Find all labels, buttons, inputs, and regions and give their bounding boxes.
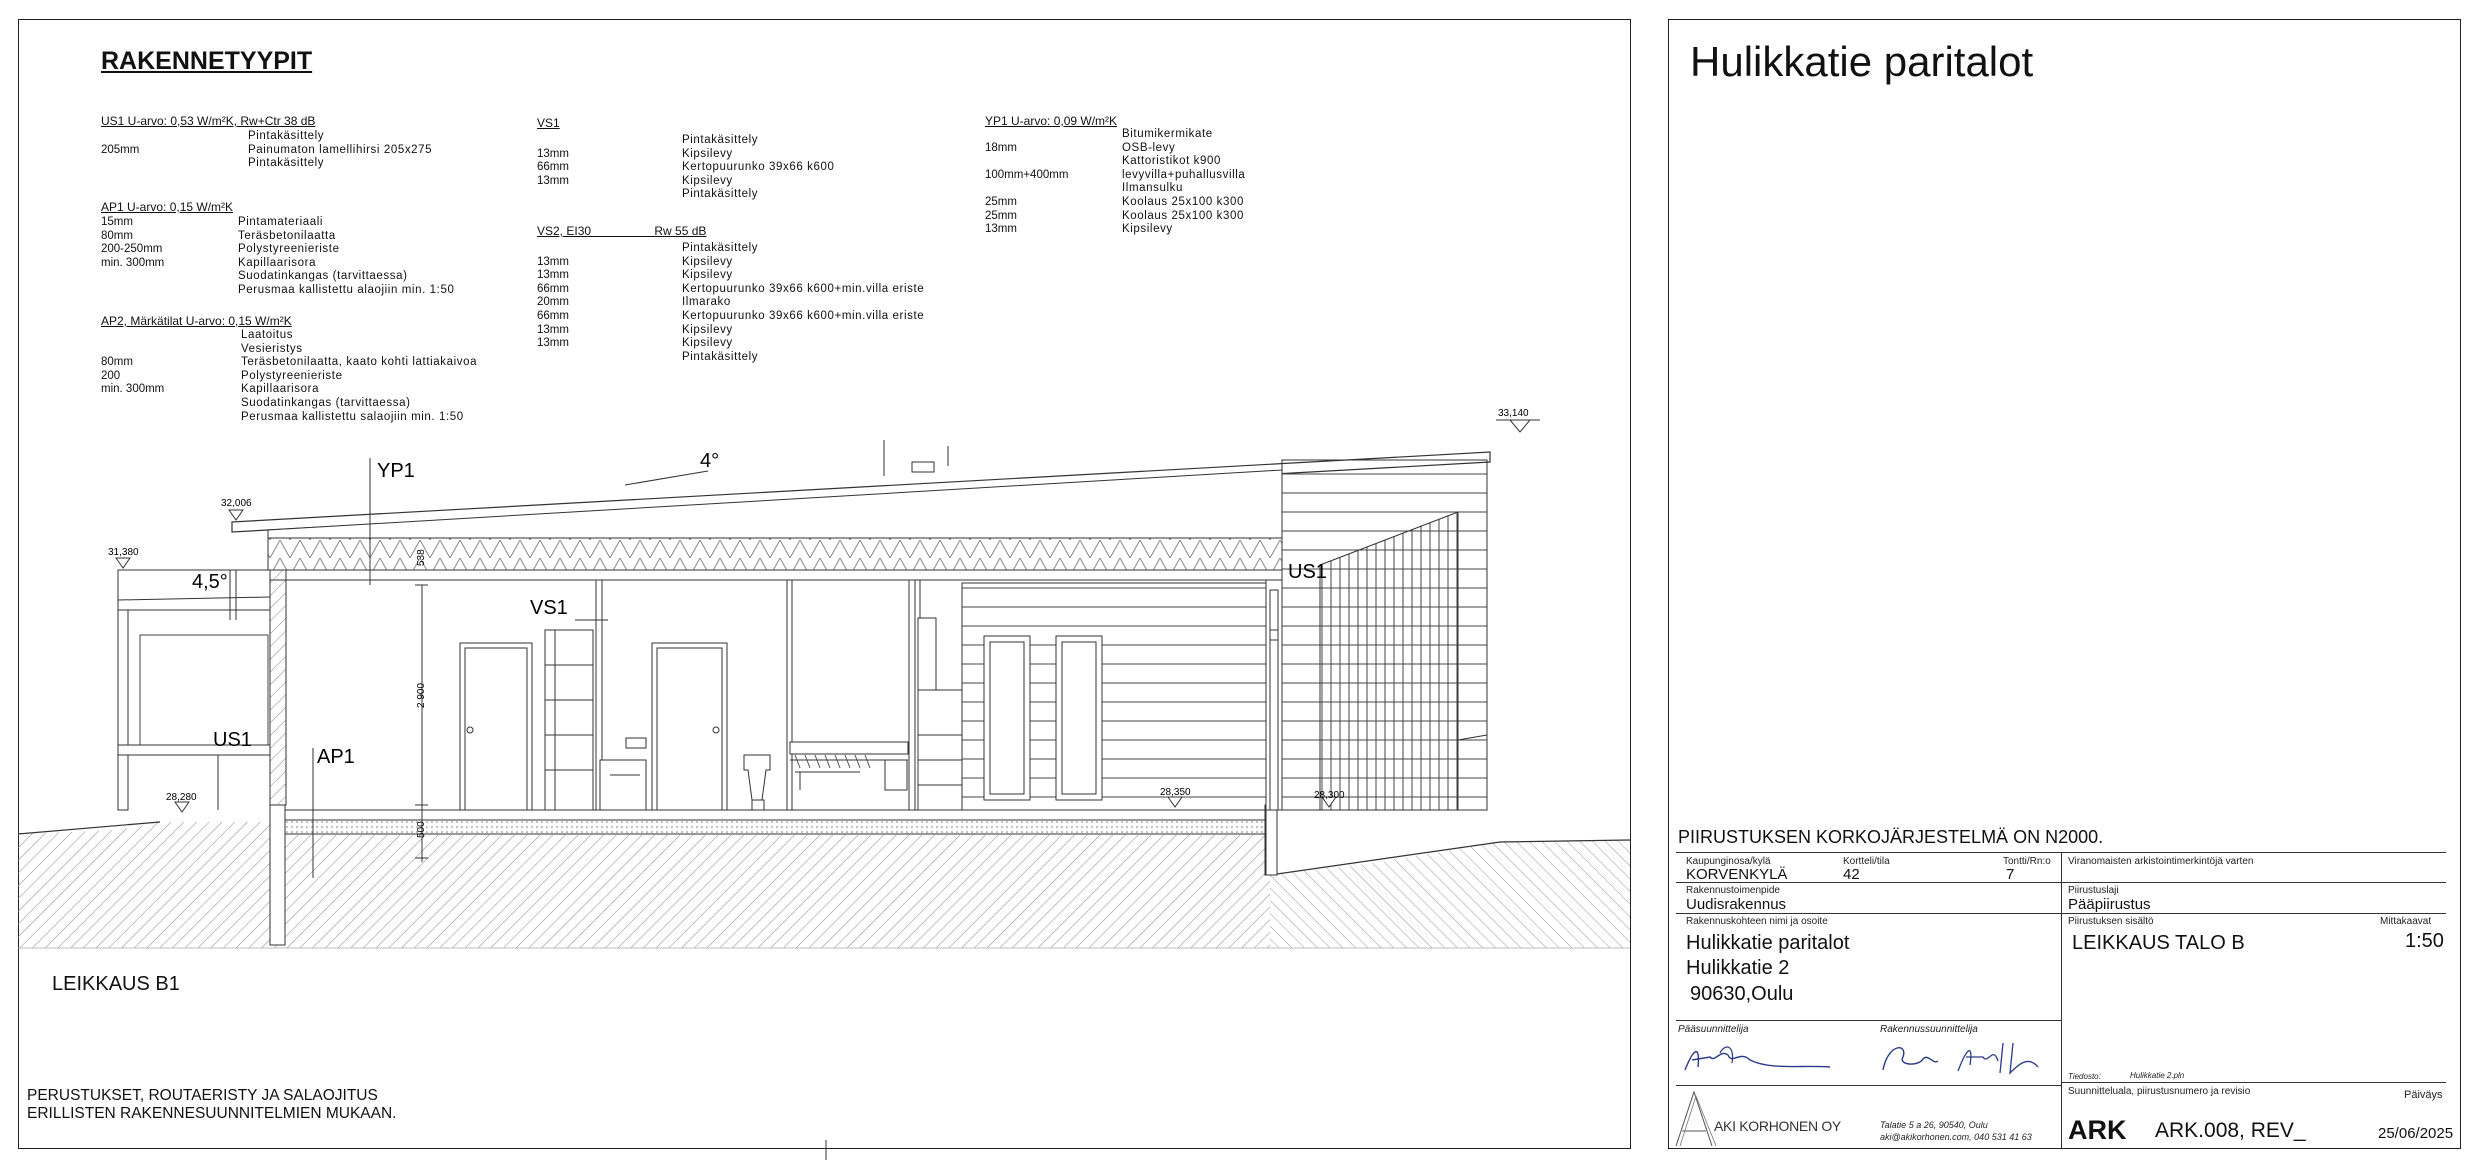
spec-material: Pintakäsittely	[682, 242, 759, 254]
spec-material: Kipsilevy	[682, 255, 733, 268]
spec-material: Kipsilevy	[682, 337, 733, 350]
spec-material: Kattoristikot k900	[1122, 155, 1222, 168]
spec-thickness: 200-250mm	[101, 243, 163, 256]
drawing-date: 25/06/2025	[2378, 1125, 2454, 1142]
lbl-measure: Rakennustoimenpide	[1686, 885, 1780, 896]
company-logo-text: AKI KORHONEN OY	[1714, 1118, 1841, 1134]
spec-material: Kipsilevy	[682, 147, 733, 160]
district: KORVENKYLÄ	[1686, 866, 1788, 883]
spec-material: Kipsilevy	[682, 269, 733, 282]
lbl-main-designer: Pääsuunnittelija	[1678, 1024, 1749, 1035]
spec-material: Vesieristys	[241, 342, 303, 355]
ground	[18, 822, 1630, 948]
level-31380: 31,380	[108, 547, 139, 558]
dim-2900: 2 900	[416, 682, 427, 708]
spec-material: Suodatinkangas (tarvittaessa)	[238, 270, 408, 283]
spec-thickness: 13mm	[537, 147, 569, 160]
drawing-content: LEIKKAUS TALO B	[2072, 932, 2245, 954]
section-name: LEIKKAUS B1	[52, 973, 180, 995]
lbl-date: Päiväys	[2404, 1089, 2443, 1101]
level-28300: 28,300	[1314, 790, 1345, 801]
spec-material: Koolaus 25x100 k300	[1122, 195, 1245, 208]
spec-us1-head: US1 U-arvo: 0,53 W/m²K, Rw+Ctr 38 dB	[101, 114, 316, 128]
spec-thickness: 13mm	[985, 223, 1017, 236]
spec-thickness: 80mm	[101, 229, 133, 242]
drawing-type: Pääpiirustus	[2068, 896, 2151, 913]
spec-material: Suodatinkangas (tarvittaessa)	[241, 396, 411, 409]
spec-material: Perusmaa kallistettu salaojiin min. 1:50	[241, 410, 464, 423]
lbl-content: Piirustuksen sisältö	[2068, 916, 2154, 927]
level-28350: 28,350	[1160, 787, 1191, 798]
level-28280: 28,280	[166, 792, 197, 803]
level-32006: 32,006	[221, 498, 252, 509]
target-street: Hulikkatie 2	[1686, 957, 1790, 979]
spec-material: Pintakäsittely	[248, 157, 325, 170]
spec-material: Pintakäsittely	[682, 350, 759, 363]
dim-538: 538	[416, 549, 427, 566]
project-title: Hulikkatie paritalot	[1690, 38, 2034, 85]
signature-building-designer	[1878, 1035, 2058, 1080]
lbl-building-designer: Rakennussuunnittelija	[1880, 1024, 1978, 1035]
lbl-authority: Viranomaisten arkistointimerkintöjä varten	[2068, 856, 2254, 867]
spec-thickness: 205mm	[101, 143, 140, 156]
lbl-file: Tiedosto:	[2068, 1072, 2101, 1081]
foundation-note-line1: PERUSTUKSET, ROUTAERISTY JA SALAOJITUS	[27, 1087, 378, 1104]
left-annex	[118, 570, 286, 810]
lbl-plot: Tontti/Rn:o	[2003, 856, 2051, 867]
spec-material: Koolaus 25x100 k300	[1122, 209, 1245, 222]
spec-thickness: 15mm	[101, 216, 133, 228]
spec-thickness: 18mm	[985, 141, 1017, 154]
spec-thickness: 66mm	[537, 282, 569, 295]
spec-vs2-head: VS2, EI30 Rw 55 dB	[537, 224, 707, 238]
spec-material: Bitumikermikate	[1122, 128, 1213, 140]
spec-thickness: min. 300mm	[101, 383, 165, 396]
label-vs1: VS1	[530, 597, 568, 619]
label-angle-4: 4°	[700, 450, 720, 472]
spec-material: levyvilla+puhallusvilla	[1122, 168, 1246, 181]
spec-material: Ilmansulku	[1122, 182, 1183, 195]
spec-material: Ilmarako	[682, 296, 731, 309]
spec-material: Pintakäsittely	[248, 130, 325, 142]
scale: 1:50	[2405, 930, 2444, 952]
spec-thickness: 13mm	[537, 174, 569, 187]
plot: 7	[2006, 866, 2015, 883]
spec-thickness: 13mm	[537, 337, 569, 350]
level-33140: 33,140	[1498, 408, 1529, 419]
lbl-type: Piirustuslaji	[2068, 885, 2119, 896]
spec-thickness: 20mm	[537, 296, 569, 309]
design-field: ARK	[2068, 1115, 2127, 1145]
spec-ap2-head: AP2, Märkätilat U-arvo: 0,15 W/m²K	[101, 314, 292, 328]
spec-thickness: 100mm+400mm	[985, 168, 1069, 181]
spec-material: Polystyreenieriste	[238, 243, 340, 256]
block: 42	[1843, 866, 1860, 883]
spec-material: Perusmaa kallistettu alaojiin min. 1:50	[238, 283, 455, 296]
spec-material: Kapillaarisora	[238, 256, 317, 269]
spec-material: Kipsilevy	[682, 174, 733, 187]
spec-ap1-head: AP1 U-arvo: 0,15 W/m²K	[101, 200, 234, 214]
spec-thickness: 13mm	[537, 323, 569, 336]
spec-thickness: 80mm	[101, 356, 133, 369]
spec-thickness: min. 300mm	[101, 256, 165, 269]
label-yp1: YP1	[377, 460, 415, 482]
spec-material: Pintamateriaali	[238, 216, 324, 228]
label-us1-left: US1	[213, 729, 252, 751]
drawing-number: ARK.008, REV_	[2155, 1119, 2306, 1142]
spec-material: Kipsilevy	[1122, 223, 1173, 236]
signature-main-designer	[1680, 1035, 1880, 1080]
measure: Uudisrakennus	[1686, 896, 1787, 913]
spec-material: Pintakäsittely	[682, 134, 759, 146]
spec-yp1-head: YP1 U-arvo: 0,09 W/m²K	[985, 114, 1118, 128]
lbl-district: Kaupunginosa/kylä	[1686, 856, 1771, 867]
spec-thickness: 66mm	[537, 161, 569, 174]
spec-material: OSB-levy	[1122, 141, 1176, 154]
label-angle-45: 4,5°	[192, 571, 228, 593]
spec-material: Painumaton lamellihirsi 205x275	[248, 143, 433, 156]
spec-material: Kertopuurunko 39x66 k600+min.villa eriste	[682, 309, 925, 322]
lbl-target: Rakennuskohteen nimi ja osoite	[1686, 916, 1828, 927]
label-ap1: AP1	[317, 746, 355, 768]
spec-thickness: 13mm	[537, 255, 569, 268]
spec-material: Kapillaarisora	[241, 383, 320, 396]
company-address-2: aki@akikorhonen.com, 040 531 41 63	[1880, 1132, 2032, 1142]
spec-material: Polystyreenieriste	[241, 369, 343, 382]
lbl-drawing-no: Suunnitteluala, piirustusnumero ja revisio	[2068, 1086, 2251, 1097]
company-address-1: Talatie 5 a 26, 90540, Oulu	[1880, 1120, 1988, 1130]
spec-material: Teräsbetonilaatta, kaato kohti lattiakaivoa	[241, 356, 478, 369]
spec-thickness: 25mm	[985, 195, 1017, 208]
spec-material: Teräsbetonilaatta	[238, 229, 336, 242]
spec-material: Kertopuurunko 39x66 k600+min.villa eriste	[682, 282, 925, 295]
spec-vs1-head: VS1	[537, 116, 560, 130]
structure-types-title: RAKENNETYYPIT	[101, 47, 313, 75]
spec-material: Kertopuurunko 39x66 k600	[682, 161, 835, 174]
label-us1-right: US1	[1288, 561, 1327, 583]
target-city: 90630,Oulu	[1690, 983, 1794, 1005]
spec-thickness: 66mm	[537, 309, 569, 322]
spec-thickness: 13mm	[537, 269, 569, 282]
spec-material: Laatoitus	[241, 329, 294, 341]
lbl-scale: Mittakaavat	[2380, 916, 2432, 927]
lbl-block: Kortteli/tila	[1843, 856, 1890, 867]
foundation-note-line2: ERILLISTEN RAKENNESUUNNITELMIEN MUKAAN.	[27, 1105, 397, 1122]
interior	[460, 580, 1267, 810]
spec-material: Pintakäsittely	[682, 188, 759, 201]
file-name: Hulikkatie 2.pln	[2130, 1071, 2185, 1080]
dim-500: 500	[416, 821, 427, 838]
height-system-note: PIIRUSTUKSEN KORKOJÄRJESTELMÄ ON N2000.	[1678, 827, 2104, 847]
spec-thickness: 200	[101, 369, 121, 382]
target-name: Hulikkatie paritalot	[1686, 932, 1850, 954]
right-volume	[1266, 460, 1487, 810]
spec-thickness: 25mm	[985, 209, 1017, 222]
spec-material: Kipsilevy	[682, 323, 733, 336]
